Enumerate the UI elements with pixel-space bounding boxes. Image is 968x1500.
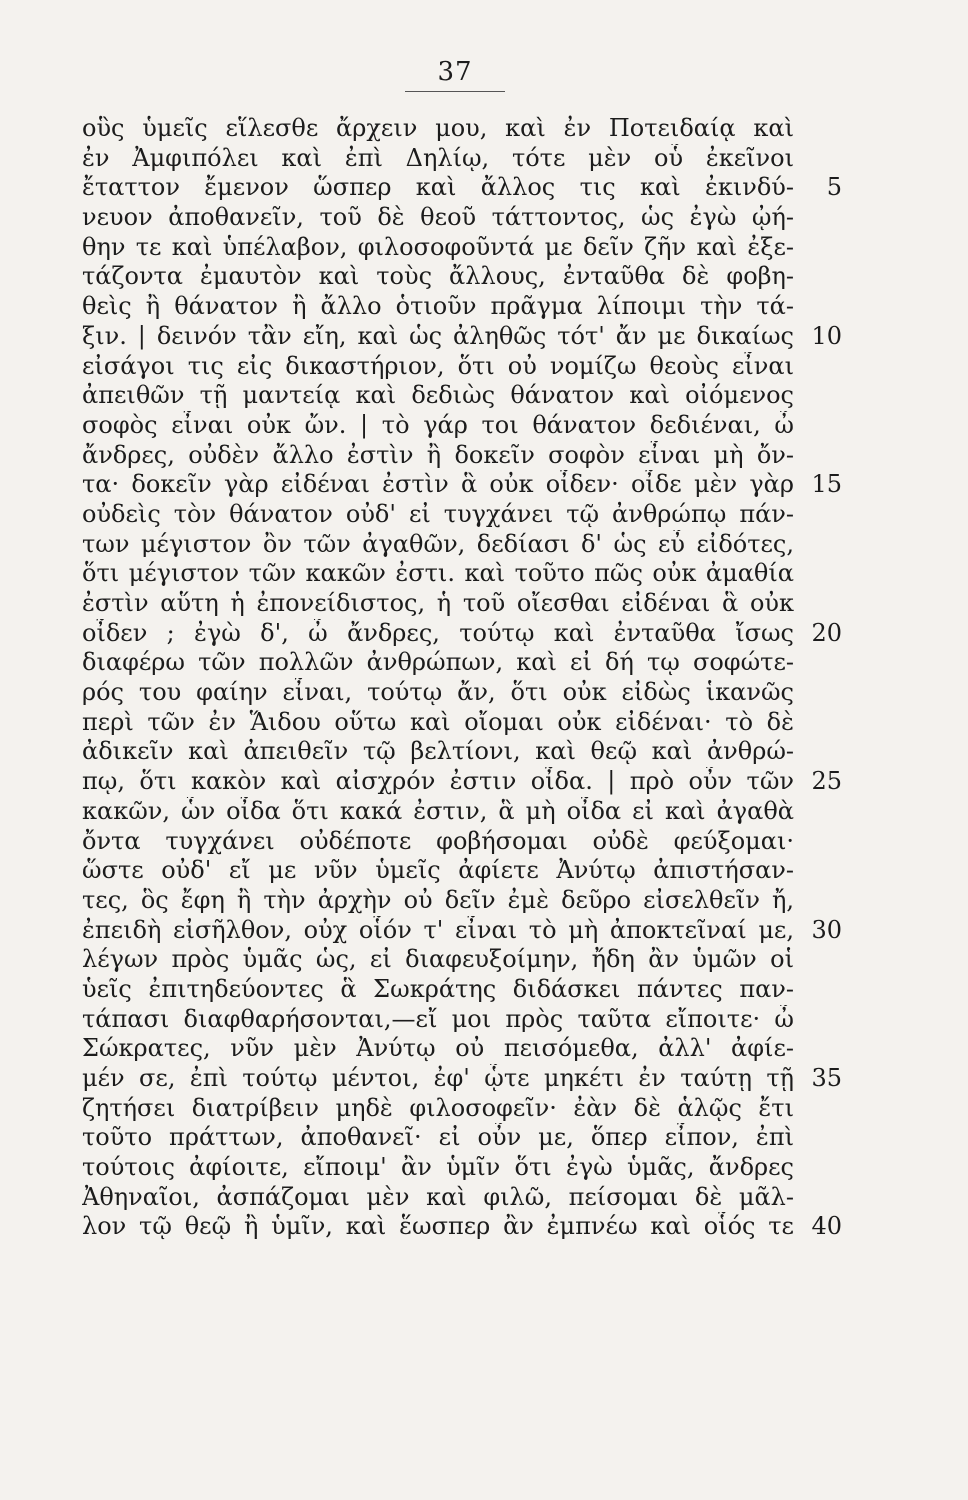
line-text: τάζοντα ἐμαυτὸν καὶ τοὺς ἄλλους, ἐνταῦθα δὲ φοβη- bbox=[82, 262, 794, 291]
line-text: ὅτι μέγιστον τῶν κακῶν ἐστι. καὶ τοῦτο πῶς οὐκ ἀμαθία bbox=[82, 559, 794, 588]
text-line bbox=[82, 173, 842, 203]
text-line bbox=[82, 470, 842, 500]
text-line bbox=[82, 678, 842, 708]
line-number: 10 bbox=[811, 321, 842, 350]
line-text: τούτοις ἀφίοιτε, εἴποιμ' ἂν ὑμῖν ὅτι ἐγὼ ὑμᾶς, ἄνδρες bbox=[82, 1153, 794, 1182]
text-line bbox=[82, 856, 842, 886]
line-text: οἶδεν ; ἐγὼ δ', ὦ ἄνδρες, τούτῳ καὶ ἐνταῦθα ἴσως bbox=[82, 618, 794, 647]
text-line bbox=[82, 1064, 842, 1094]
text-line bbox=[82, 1123, 842, 1153]
line-text: ἐν Ἀμφιπόλει καὶ ἐπὶ Δηλίῳ, τότε μὲν οὗ ἐκεῖνοι bbox=[82, 143, 794, 172]
line-text: ἔταττον ἔμενον ὥσπερ καὶ ἄλλος τις καὶ ἐκινδύ- bbox=[82, 173, 794, 202]
text-line bbox=[82, 1005, 842, 1035]
line-text: νευον ἀποθανεῖν, τοῦ δὲ θεοῦ τάττοντος, ὡς ἐγὼ ᾠή- bbox=[82, 203, 794, 232]
line-text: ρός του φαίην εἶναι, τούτῳ ἄν, ὅτι οὐκ εἰδὼς ἱκανῶς bbox=[82, 678, 794, 707]
line-text: Σώκρατες, νῦν μὲν Ἀνύτῳ οὐ πεισόμεθα, ἀλλ' ἀφίε- bbox=[82, 1034, 794, 1063]
text-line bbox=[82, 975, 842, 1005]
line-text: λέγων πρὸς ὑμᾶς ὡς, εἰ διαφευξοίμην, ἤδη ἂν ὑμῶν οἱ bbox=[82, 945, 794, 974]
text-line bbox=[82, 411, 842, 441]
line-text: οὐδεὶς τὸν θάνατον οὐδ' εἰ τυγχάνει τῷ ἀνθρώπῳ πάν- bbox=[82, 499, 794, 528]
text-line bbox=[82, 827, 842, 857]
line-text: ἀπειθῶν τῇ μαντείᾳ καὶ δεδιὼς θάνατον καὶ οἰόμενος bbox=[82, 381, 794, 410]
line-text: τα· δοκεῖν γὰρ εἰδέναι ἐστὶν ἃ οὐκ οἶδεν· οἶδε μὲν γὰρ bbox=[82, 470, 794, 499]
text-line bbox=[82, 648, 842, 678]
text-line bbox=[82, 381, 842, 411]
text-line bbox=[82, 916, 842, 946]
line-text: ἐπειδὴ εἰσῆλθον, οὐχ οἷόν τ' εἶναι τὸ μὴ ἀποκτεῖναί με, bbox=[82, 915, 794, 944]
line-text: κακῶν, ὧν οἶδα ὅτι κακά ἐστιν, ἃ μὴ οἶδα εἰ καὶ ἀγαθὰ bbox=[82, 796, 794, 825]
text-line bbox=[82, 619, 842, 649]
text-line bbox=[82, 1034, 842, 1064]
line-text: ἄνδρες, οὐδὲν ἄλλο ἐστὶν ἢ δοκεῖν σοφὸν εἶναι μὴ ὄν- bbox=[82, 440, 794, 469]
line-text: Ἀθηναῖοι, ἀσπάζομαι μὲν καὶ φιλῶ, πείσομαι δὲ μᾶλ- bbox=[82, 1182, 794, 1211]
text-line bbox=[82, 589, 842, 619]
text-line bbox=[82, 262, 842, 292]
line-text: τοῦτο πράττων, ἀποθανεῖ· εἰ οὖν με, ὅπερ εἶπον, ἐπὶ bbox=[82, 1123, 794, 1152]
text-line bbox=[82, 292, 842, 322]
line-text: περὶ τῶν ἐν Ἅιδου οὕτω καὶ οἴομαι οὐκ εἰδέναι· τὸ δὲ bbox=[82, 707, 794, 736]
line-text: τάπασι διαφθαρήσονται,—εἴ μοι πρὸς ταῦτα εἴποιτε· ὦ bbox=[82, 1004, 794, 1033]
line-text: διαφέρω τῶν πολλῶν ἀνθρώπων, καὶ εἰ δή τῳ σοφώτε- bbox=[82, 648, 794, 677]
line-text: μέν σε, ἐπὶ τούτῳ μέντοι, ἐφ' ᾧτε μηκέτι ἐν ταύτῃ τῇ bbox=[82, 1064, 794, 1092]
text-line bbox=[82, 559, 842, 589]
line-number: 25 bbox=[811, 767, 842, 796]
page-number: 37 bbox=[437, 57, 473, 87]
text-line bbox=[82, 203, 842, 233]
text-line bbox=[82, 500, 842, 530]
line-text: ξιν. | δεινόν τἂν εἴη, καὶ ὡς ἀληθῶς τότ' ἄν με δικαίως bbox=[82, 321, 794, 350]
body-text bbox=[82, 114, 842, 1242]
line-number: 40 bbox=[811, 1212, 842, 1241]
text-line bbox=[82, 233, 842, 263]
text-line bbox=[82, 144, 842, 174]
line-text: λον τῷ θεῷ ἢ ὑμῖν, καὶ ἕωσπερ ἂν ἐμπνέω καὶ οἷός τε bbox=[82, 1212, 794, 1241]
line-number: 20 bbox=[811, 618, 842, 647]
line-text: των μέγιστον ὂν τῶν ἀγαθῶν, δεδίασι δ' ὡς εὖ εἰδότες, bbox=[82, 529, 794, 558]
line-text: θην τε καὶ ὑπέλαβον, φιλοσοφοῦντά με δεῖν ζῆν καὶ ἐξε- bbox=[82, 232, 794, 261]
line-text: ὥστε οὐδ' εἴ με νῦν ὑμεῖς ἀφίετε Ἀνύτῳ ἀπιστήσαν- bbox=[82, 856, 794, 885]
text-line bbox=[82, 1153, 842, 1183]
page-number-rule bbox=[405, 91, 505, 92]
line-number: 30 bbox=[811, 915, 842, 944]
text-line bbox=[82, 530, 842, 560]
line-text: ὑεῖς ἐπιτηδεύοντες ἃ Σωκράτης διδάσκει πάντες παν- bbox=[82, 974, 794, 1003]
line-number: 5 bbox=[826, 173, 842, 202]
line-text: ἐστὶν αὕτη ἡ ἐπονείδιστος, ἡ τοῦ οἴεσθαι εἰδέναι ἃ οὐκ bbox=[82, 589, 794, 617]
text-line bbox=[82, 1094, 842, 1124]
text-line bbox=[82, 945, 842, 975]
line-text: θεὶς ἢ θάνατον ἢ ἄλλο ὁτιοῦν πρᾶγμα λίποιμι τὴν τά- bbox=[82, 292, 794, 321]
text-line bbox=[82, 886, 842, 916]
line-text: σοφὸς εἶναι οὐκ ὤν. | τὸ γάρ τοι θάνατον δεδιέναι, ὦ bbox=[82, 410, 794, 439]
text-line bbox=[82, 708, 842, 738]
line-text: οὓς ὑμεῖς εἵλεσθε ἄρχειν μου, καὶ ἐν Ποτειδαίᾳ καὶ bbox=[82, 114, 794, 142]
line-number: 15 bbox=[811, 470, 842, 499]
text-line bbox=[82, 441, 842, 471]
line-text: ἀδικεῖν καὶ ἀπειθεῖν τῷ βελτίονι, καὶ θεῷ καὶ ἀνθρώ- bbox=[82, 737, 794, 766]
line-text: πῳ, ὅτι κακὸν καὶ αἰσχρόν ἐστιν οἶδα. | πρὸ οὖν τῶν bbox=[82, 767, 794, 796]
line-text: τες, ὃς ἔφη ἢ τὴν ἀρχὴν οὐ δεῖν ἐμὲ δεῦρο εἰσελθεῖν ἤ, bbox=[82, 885, 794, 914]
text-line bbox=[82, 737, 842, 767]
text-line bbox=[82, 352, 842, 382]
line-text: ὄντα τυγχάνει οὐδέποτε φοβήσομαι οὐδὲ φεύξομαι· bbox=[82, 826, 794, 855]
line-text: ζητήσει διατρίβειν μηδὲ φιλοσοφεῖν· ἐὰν δὲ ἁλῷς ἔτι bbox=[82, 1093, 794, 1122]
text-line bbox=[82, 114, 842, 144]
text-line bbox=[82, 1183, 842, 1213]
line-text: εἰσάγοι τις εἰς δικαστήριον, ὅτι οὐ νομίζω θεοὺς εἶναι bbox=[82, 351, 794, 380]
text-line bbox=[82, 1212, 842, 1242]
text-line bbox=[82, 767, 842, 797]
text-line bbox=[82, 322, 842, 352]
line-number: 35 bbox=[811, 1064, 842, 1092]
text-line bbox=[82, 797, 842, 827]
